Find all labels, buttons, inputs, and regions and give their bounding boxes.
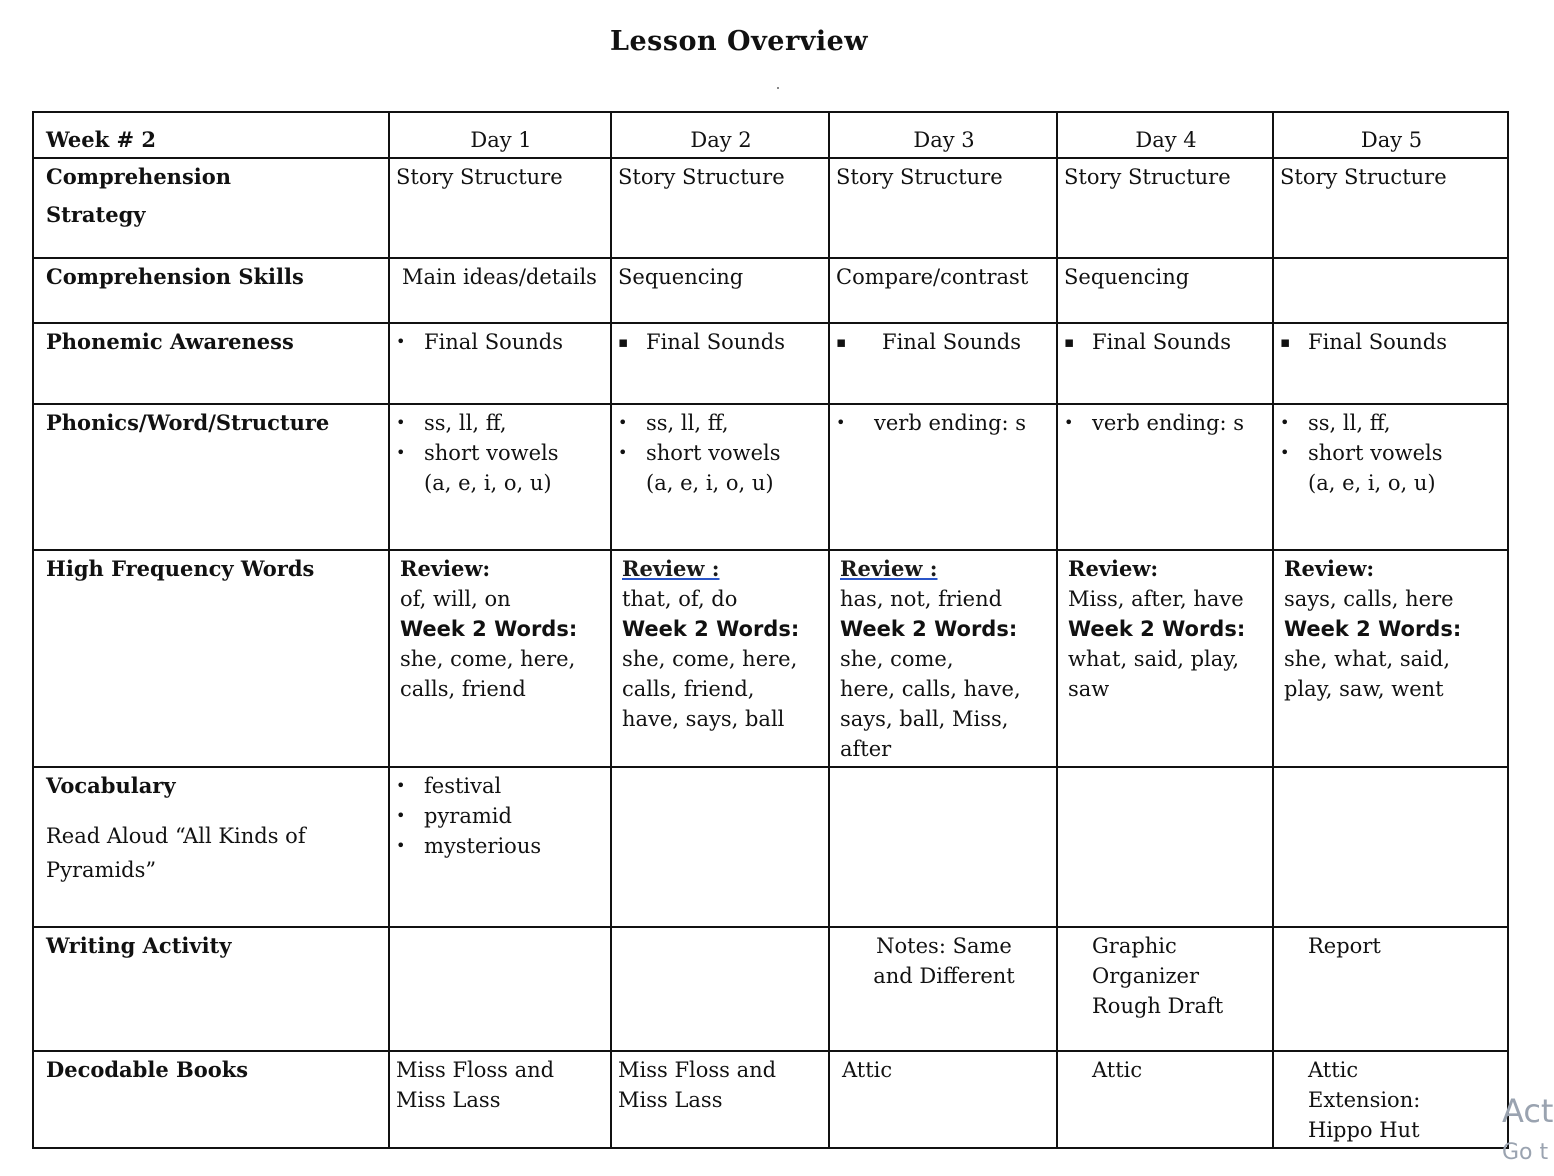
day-3-header: Day 3 [829, 112, 1057, 158]
day-2-header: Day 2 [611, 112, 829, 158]
writing-line: Rough Draft [1092, 994, 1224, 1018]
writing-day-1 [389, 927, 611, 1051]
phonics-label: Phonics/Word/Structure [33, 404, 389, 550]
vocabulary-day-3 [829, 767, 1057, 927]
review-label: Review: [400, 556, 491, 581]
read-aloud-line-2: Pyramids” [46, 858, 157, 882]
strategy-day-3: Story Structure [829, 158, 1057, 258]
activation-watermark-line-2: Go t [1502, 1140, 1549, 1165]
writing-day-2 [611, 927, 829, 1051]
list-item: • short vowels [1280, 438, 1503, 468]
writing-line: Graphic [1092, 934, 1177, 958]
stray-dot [777, 87, 779, 89]
comprehension-skills-label: Comprehension Skills [33, 258, 389, 323]
comprehension-skills-row [33, 258, 1508, 323]
read-aloud-title [46, 819, 384, 887]
hfw-label: High Frequency Words [33, 550, 389, 767]
week-words: saw [1068, 677, 1110, 701]
strategy-day-2: Story Structure [611, 158, 829, 258]
day-1-header: Day 1 [389, 112, 611, 158]
vocabulary-day-4 [1057, 767, 1273, 927]
book-line: Miss Lass [396, 1088, 501, 1112]
phonics-day-2 [611, 404, 829, 550]
strategy-day-5: Story Structure [1273, 158, 1508, 258]
week-words: what, said, play, [1068, 647, 1240, 671]
label-line-1: Comprehension [46, 164, 232, 189]
book-line: Extension: [1308, 1088, 1421, 1112]
week-words-label: Week 2 Words: [622, 617, 800, 641]
review-words: Miss, after, have [1068, 587, 1244, 611]
hfw-day-5 [1273, 550, 1508, 767]
week-words: after [840, 737, 892, 761]
list-item: • short vowels [396, 438, 606, 468]
day-4-header: Day 4 [1057, 112, 1273, 158]
decodable-books-label: Decodable Books [33, 1051, 389, 1148]
week-words: have, says, ball [622, 707, 785, 731]
hfw-day-1 [389, 550, 611, 767]
week-label: Week # 2 [33, 112, 389, 158]
day-5-header: Day 5 [1273, 112, 1508, 158]
writing-line: Organizer [1092, 964, 1199, 988]
week-words-label: Week 2 Words: [1284, 617, 1462, 641]
phonics-row [33, 404, 1508, 550]
strategy-day-4: Story Structure [1057, 158, 1273, 258]
book-line: Hippo Hut [1308, 1118, 1420, 1142]
list-item: ▪ Final Sounds [1064, 327, 1268, 357]
skills-day-4: Sequencing [1057, 258, 1273, 323]
hfw-day-2 [611, 550, 829, 767]
writing-activity-label: Writing Activity [33, 927, 389, 1051]
vowel-list: (a, e, i, o, u) [646, 471, 774, 495]
week-words: she, come, here, [400, 647, 576, 671]
review-words: of, will, on [400, 587, 511, 611]
vocabulary-label: Vocabulary [46, 773, 176, 798]
list-item: • ss, ll, ff, [1280, 408, 1503, 438]
writing-day-3 [829, 927, 1057, 1051]
review-label: Review: [1284, 556, 1375, 581]
review-label: Review : [840, 556, 938, 581]
week-words-label: Week 2 Words: [1068, 617, 1246, 641]
writing-activity-row [33, 927, 1508, 1051]
review-words: says, calls, here [1284, 587, 1454, 611]
label-line-2: Strategy [46, 202, 146, 227]
phonemic-awareness-row [33, 323, 1508, 404]
phonemic-day-3 [829, 323, 1057, 404]
read-aloud-line-1: Read Aloud “All Kinds of [46, 824, 306, 848]
writing-line: and Different [873, 964, 1015, 988]
list-item: • pyramid [396, 801, 606, 831]
page-title: Lesson Overview [609, 26, 869, 57]
writing-day-5: Report [1273, 927, 1508, 1051]
skills-day-1: Main ideas/details [389, 258, 611, 323]
phonemic-day-4 [1057, 323, 1273, 404]
skills-day-3: Compare/contrast [829, 258, 1057, 323]
list-item: ▪ Final Sounds [1280, 327, 1503, 357]
phonemic-awareness-label: Phonemic Awareness [33, 323, 389, 404]
decodable-day-1 [389, 1051, 611, 1148]
strategy-day-1: Story Structure [389, 158, 611, 258]
phonics-day-4 [1057, 404, 1273, 550]
review-label: Review: [1068, 556, 1159, 581]
review-words: that, of, do [622, 587, 738, 611]
writing-day-4 [1057, 927, 1273, 1051]
list-item: • short vowels [618, 438, 824, 468]
decodable-day-2 [611, 1051, 829, 1148]
week-words-label: Week 2 Words: [840, 617, 1018, 641]
week-words: play, saw, went [1284, 677, 1444, 701]
phonemic-day-2 [611, 323, 829, 404]
decodable-books-row [33, 1051, 1508, 1148]
skills-day-5 [1273, 258, 1508, 323]
vocabulary-day-2 [611, 767, 829, 927]
list-item: • mysterious [396, 831, 606, 861]
week-words: says, ball, Miss, [840, 707, 1009, 731]
comprehension-strategy-row [33, 158, 1508, 258]
book-line: Miss Lass [618, 1088, 723, 1112]
week-words: she, come, [840, 647, 954, 671]
week-words: here, calls, have, [840, 677, 1021, 701]
list-item: • verb ending: s [836, 408, 1052, 438]
phonemic-day-5 [1273, 323, 1508, 404]
decodable-day-5 [1273, 1051, 1508, 1148]
comprehension-strategy-label [33, 158, 389, 258]
phonics-day-3 [829, 404, 1057, 550]
vowel-list: (a, e, i, o, u) [424, 471, 552, 495]
skills-day-2: Sequencing [611, 258, 829, 323]
week-words: she, come, here, [622, 647, 798, 671]
review-label: Review : [622, 556, 720, 581]
week-words: calls, friend, [622, 677, 755, 701]
week-words: she, what, said, [1284, 647, 1451, 671]
list-item: • festival [396, 771, 606, 801]
phonics-day-5 [1273, 404, 1508, 550]
decodable-day-3: Attic [829, 1051, 1057, 1148]
book-line: Attic [1308, 1058, 1359, 1082]
list-item: ▪ Final Sounds [618, 327, 824, 357]
phonemic-day-1 [389, 323, 611, 404]
list-item: • ss, ll, ff, [618, 408, 824, 438]
high-frequency-words-row [33, 550, 1508, 767]
decodable-day-4: Attic [1057, 1051, 1273, 1148]
vocabulary-day-5 [1273, 767, 1508, 927]
activation-watermark-line-1: Act [1502, 1092, 1554, 1130]
week-words: calls, friend [400, 677, 526, 701]
book-line: Miss Floss and [396, 1058, 555, 1082]
book-line: Miss Floss and [618, 1058, 777, 1082]
list-item: • verb ending: s [1064, 408, 1268, 438]
phonics-day-1 [389, 404, 611, 550]
vocabulary-row [33, 767, 1508, 927]
vocabulary-day-1 [389, 767, 611, 927]
week-words-label: Week 2 Words: [400, 617, 578, 641]
lesson-overview-table [32, 111, 1509, 1149]
writing-line: Notes: Same [876, 934, 1012, 958]
hfw-day-4 [1057, 550, 1273, 767]
list-item: • Final Sounds [396, 327, 606, 357]
vocabulary-label-cell [33, 767, 389, 927]
vowel-list: (a, e, i, o, u) [1308, 471, 1436, 495]
hfw-day-3 [829, 550, 1057, 767]
list-item: • ss, ll, ff, [396, 408, 606, 438]
list-item: ▪ Final Sounds [836, 327, 1052, 357]
review-words: has, not, friend [840, 587, 1003, 611]
header-row [33, 112, 1508, 158]
